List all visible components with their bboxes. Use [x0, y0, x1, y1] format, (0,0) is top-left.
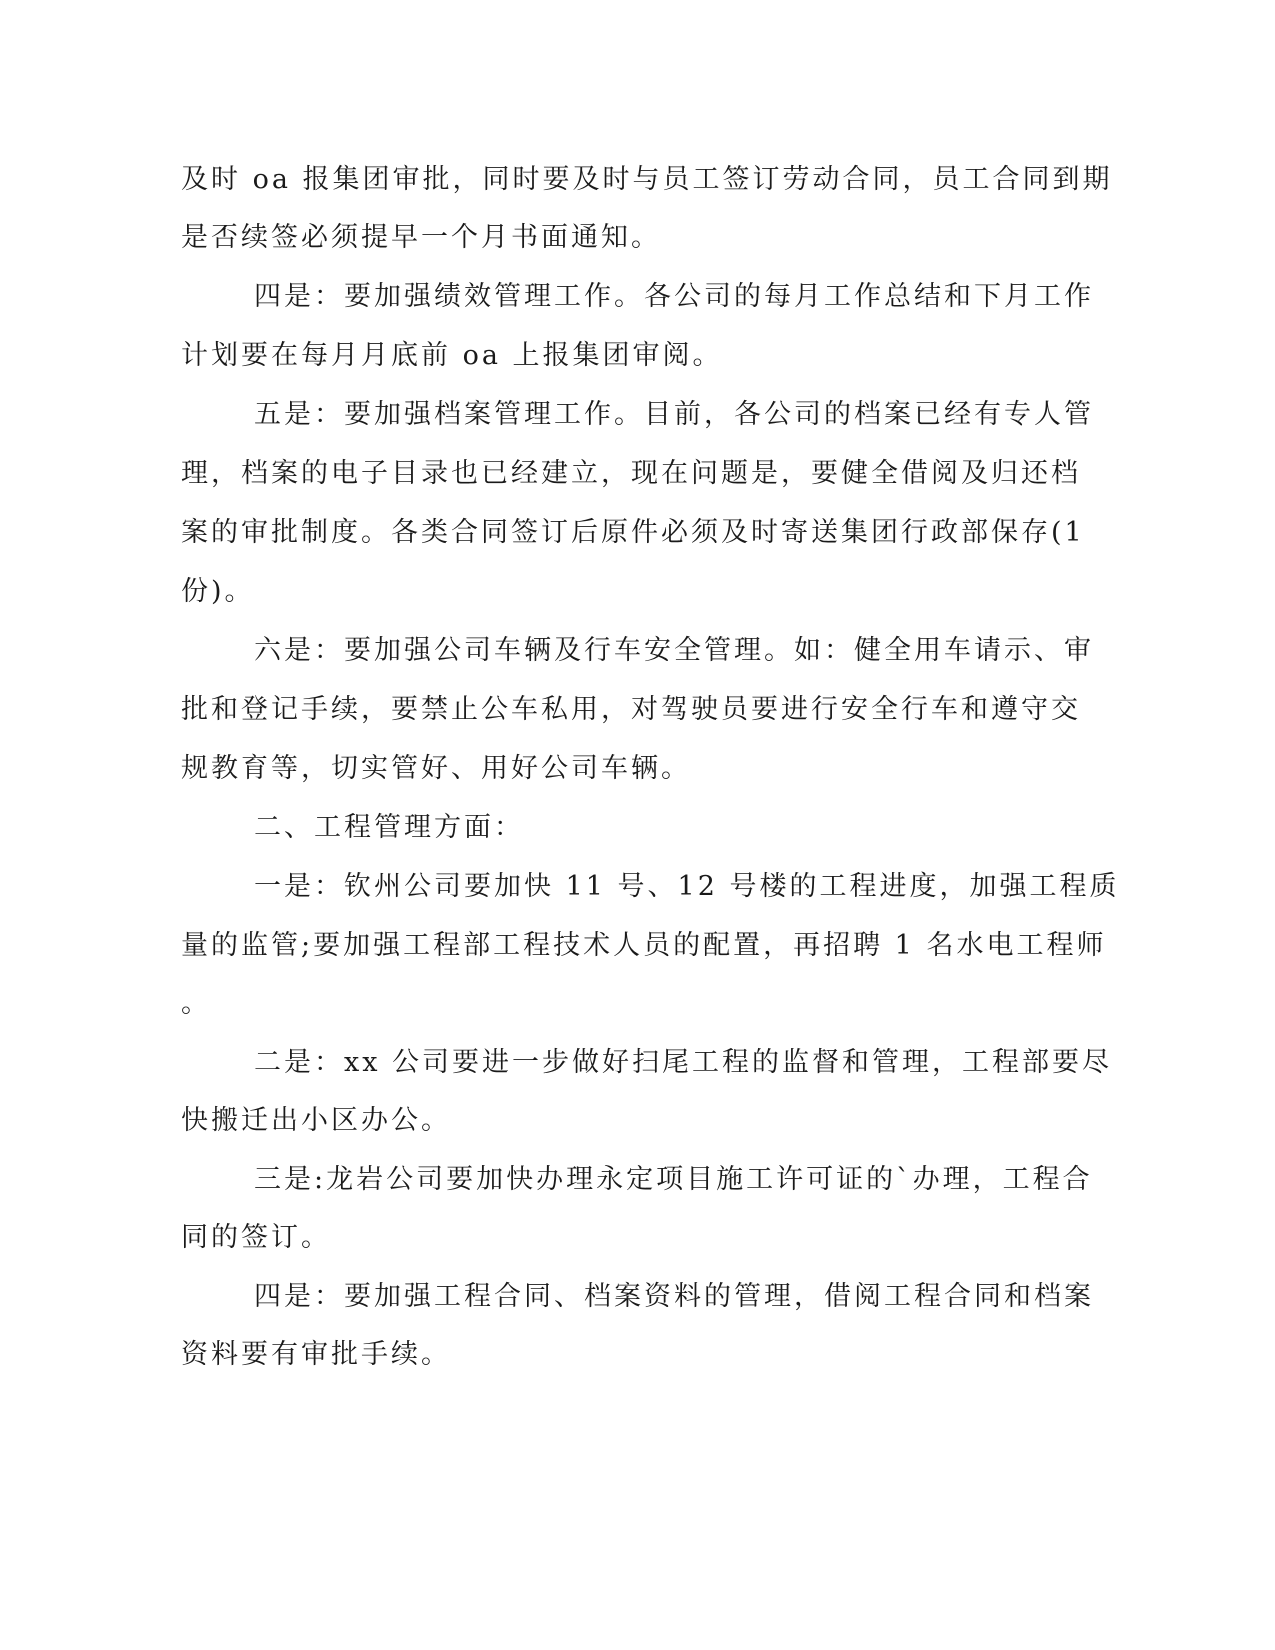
- text-line: 批和登记手续，要禁止公车私用，对驾驶员要进行安全行车和遵守交: [181, 694, 1081, 725]
- text-line: 及时 oa 报集团审批，同时要及时与员工签订劳动合同，员工合同到期: [181, 164, 1113, 195]
- text-line: 案的审批制度。各类合同签订后原件必须及时寄送集团行政部保存(1: [181, 517, 1085, 548]
- text-line: 量的监管;要加强工程部工程技术人员的配置，再招聘 1 名水电工程师: [181, 930, 1107, 961]
- text-line: 份)。: [181, 576, 255, 607]
- text-line: 快搬迁出小区办公。: [181, 1105, 451, 1136]
- text-line: 资料要有审批手续。: [181, 1339, 451, 1370]
- paragraph-line: 六是：要加强公司车辆及行车安全管理。如：健全用车请示、审: [254, 635, 1094, 666]
- paragraph-line: 四是：要加强绩效管理工作。各公司的每月工作总结和下月工作: [254, 281, 1094, 312]
- paragraph-line: 三是:龙岩公司要加快办理永定项目施工许可证的`办理，工程合: [254, 1164, 1093, 1195]
- paragraph-line: 四是：要加强工程合同、档案资料的管理，借阅工程合同和档案: [254, 1281, 1094, 1312]
- text-line: 规教育等，切实管好、用好公司车辆。: [181, 753, 691, 784]
- paragraph-line: 二是：xx 公司要进一步做好扫尾工程的监督和管理，工程部要尽: [254, 1047, 1113, 1078]
- paragraph-line: 一是：钦州公司要加快 11 号、12 号楼的工程进度，加强工程质: [254, 871, 1120, 902]
- text-line: 是否续签必须提早一个月书面通知。: [181, 222, 661, 253]
- text-line: 计划要在每月月底前 oa 上报集团审阅。: [181, 340, 723, 371]
- section-heading: 二、工程管理方面：: [254, 812, 524, 843]
- text-line: 理，档案的电子目录也已经建立，现在问题是，要健全借阅及归还档: [181, 458, 1081, 489]
- text-line: 同的签订。: [181, 1222, 331, 1253]
- text-line: 。: [181, 988, 211, 1019]
- paragraph-line: 五是：要加强档案管理工作。目前，各公司的档案已经有专人管: [254, 399, 1094, 430]
